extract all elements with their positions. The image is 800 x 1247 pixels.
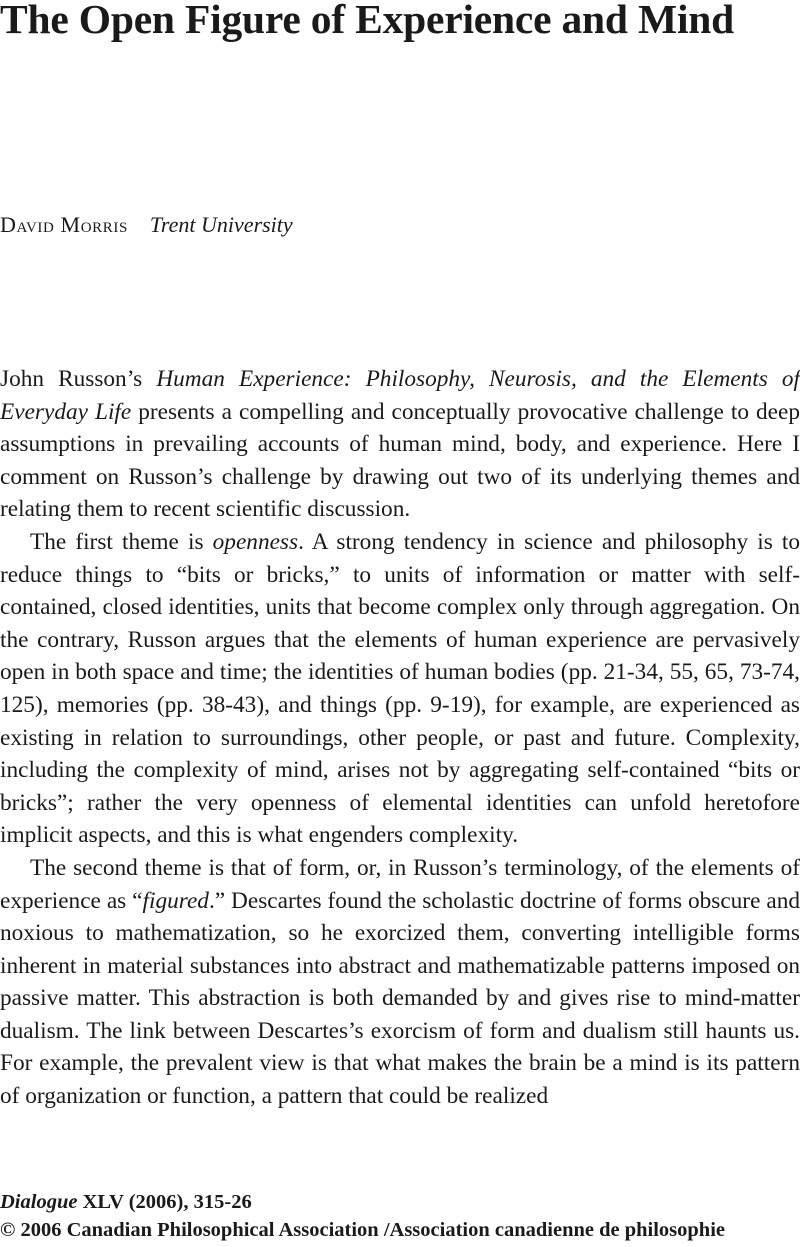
- byline: [0, 208, 293, 242]
- emphasis-openness: openness: [212, 528, 299, 555]
- paragraph-3-text-end: .” Descartes found the scholastic doctrine of forms obscure and noxious to mathematization, so he exorcized them, converting intelligible forms inherent in material substances into abstract and mathematizable patterns imposed on passive matter. This abstraction is both demanded by and gives rise to mind-matter dualism. The link between Descartes’s exorcism of form and dualism still haunts us. For example, the prevalent view is that what makes the brain be a mind is its pattern of organization or function, a pattern that could be realized: [0, 887, 800, 1110]
- paragraph-1-text-start: John Russon’s: [0, 366, 157, 392]
- citation-details: XLV (2006), 315-26: [77, 1191, 252, 1213]
- journal-citation: [0, 1188, 800, 1216]
- paragraph-3: [0, 852, 800, 1113]
- page-footer: [0, 1188, 800, 1244]
- copyright-notice: © 2006 Canadian Philosophical Association /Association canadienne de philosophie: [0, 1219, 725, 1241]
- book-title: Human Experience: Philosophy, Neurosis, and the Elements of Everyday Life: [0, 366, 800, 425]
- paragraph-1-text-end: presents a compelling and conceptually provocative challenge to deep assumptions in prevailing accounts of human mind, body, and experience. Here I comment on Russon’s challenge by drawing out two of its underlying themes and relating them to recent scientific discussion.: [0, 398, 800, 523]
- journal-name: Dialogue: [0, 1191, 78, 1213]
- author-affiliation: Trent University: [149, 212, 293, 237]
- paragraph-2-text-start: The first theme is: [30, 528, 213, 555]
- paragraph-2-text-end: . A strong tendency in science and philosophy is to reduce things to “bits or bricks,” to units of information or matter with self-contained, closed identities, units that become complex only through aggregation. On the contrary, Russon argues that the elements of human experience are pervasively open in both space and time; the identities of human bodies (pp. 21-34, 55, 65, 73-74, 125), memories (pp. 38-​43), and things (pp. 9-19), for example, are experienced as existing in relation to surroundings, other people, or past and future. Complexity, including the complexity of mind, arises not by aggregating self-contained “bits or bricks”; rather the very openness of elemental identities can unfold heretofore implicit aspects, and this is what engenders complexity.: [0, 528, 800, 849]
- author-name: David Morris: [0, 212, 128, 237]
- paragraph-1: [0, 363, 800, 526]
- paragraph-2: [0, 526, 800, 852]
- emphasis-figured: figured: [142, 887, 209, 914]
- article-title: The Open Figure of Experience and Mind: [0, 0, 735, 42]
- article-body: [0, 363, 800, 1113]
- paragraph-3-text-start: The second theme is that of form, or, in Russon’s terminology, of the elements of experience as “: [0, 854, 800, 914]
